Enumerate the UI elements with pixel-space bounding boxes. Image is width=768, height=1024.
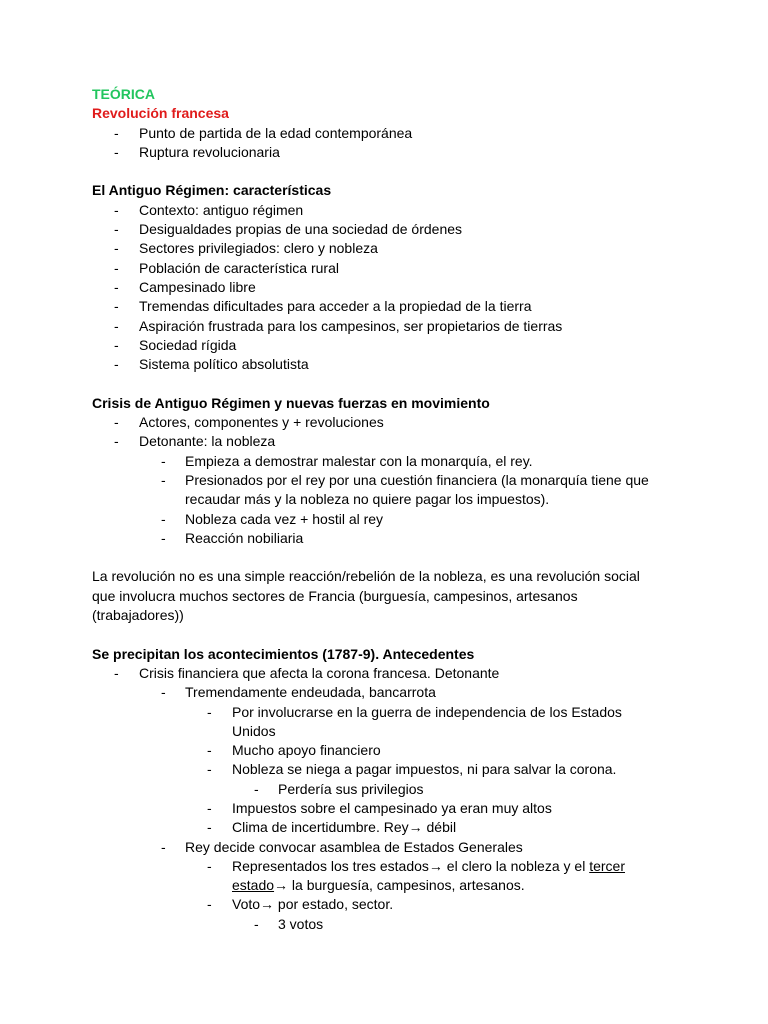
list-item: - Presionados por el rey por una cuestión financiera (la monarquía tiene que: [161, 471, 649, 488]
list-item: - Ruptura revolucionaria: [114, 143, 280, 160]
paragraph-line: (trabajadores)): [92, 607, 184, 624]
section-title-crisis: Crisis de Antiguo Régimen y nuevas fuerzas en movimiento: [92, 394, 490, 411]
list-item: - Por involucrarse en la guerra de independencia de los Estados: [207, 703, 622, 720]
list-item: - Empieza a demostrar malestar con la monarquía, el rey.: [161, 452, 533, 469]
paragraph-line: La revolución no es una simple reacción/rebelión de la nobleza, es una revolución social: [92, 568, 640, 585]
list-item: - Sociedad rígida: [114, 336, 237, 353]
underlined-text: tercer: [589, 857, 625, 874]
title-revolucion-francesa: Revolución francesa: [92, 105, 229, 122]
list-item: - Aspiración frustrada para los campesinos, ser propietarios de tierras: [114, 317, 563, 334]
list-item: - Reacción nobiliaria: [161, 529, 304, 546]
list-item: - 3 votos: [254, 915, 324, 932]
list-item: - Detonante: la nobleza: [114, 433, 276, 450]
list-item: - Impuestos sobre el campesinado ya eran muy altos: [207, 799, 552, 816]
list-item: - Desigualdades propias de una sociedad de órdenes: [114, 221, 463, 238]
list-item: - Clima de incertidumbre. Rey→ débil: [207, 819, 457, 836]
list-item: - Representados los tres estados→ el clero la nobleza y el tercer: [207, 857, 625, 874]
list-item-continuation: recaudar más y la nobleza no quiere pagar los impuestos).: [185, 491, 550, 508]
list-item-continuation: estado→ la burguesía, campesinos, artesanos.: [232, 877, 525, 894]
list-item: - Campesinado libre: [114, 278, 256, 295]
section-title-antiguo-regimen: El Antiguo Régimen: características: [92, 182, 332, 199]
list-item: - Sistema político absolutista: [114, 356, 309, 373]
list-item: - Perdería sus privilegios: [254, 780, 424, 797]
list-item: - Rey decide convocar asamblea de Estados Generales: [161, 838, 523, 855]
list-item: - Tremendamente endeudada, bancarrota: [161, 684, 436, 701]
list-item: - Nobleza se niega a pagar impuestos, ni para salvar la corona.: [207, 761, 617, 778]
heading-teorica: TEÓRICA: [92, 86, 155, 102]
list-item: - Nobleza cada vez + hostil al rey: [161, 510, 384, 527]
list-item: - Mucho apoyo financiero: [207, 742, 381, 759]
list-item-continuation: Unidos: [232, 722, 276, 739]
list-item: - Contexto: antiguo régimen: [114, 201, 304, 218]
list-item: - Sectores privilegiados: clero y nobleza: [114, 240, 378, 257]
underlined-text: estado: [232, 877, 275, 894]
list-item: - Actores, componentes y + revoluciones: [114, 414, 384, 431]
paragraph-line: que involucra muchos sectores de Francia (burguesía, campesinos, artesanos: [92, 587, 578, 604]
list-item: - Población de característica rural: [114, 259, 339, 276]
document-body: [92, 85, 692, 934]
list-item: - Tremendas dificultades para acceder a la propiedad de la tierra: [114, 298, 532, 315]
section-title-antecedentes: Se precipitan los acontecimientos (1787-9). Antecedentes: [92, 645, 475, 662]
list-item: - Crisis financiera que afecta la corona francesa. Detonante: [114, 664, 500, 681]
list-item: - Punto de partida de la edad contemporánea: [114, 124, 413, 141]
list-item: - Voto→ por estado, sector.: [207, 896, 394, 913]
